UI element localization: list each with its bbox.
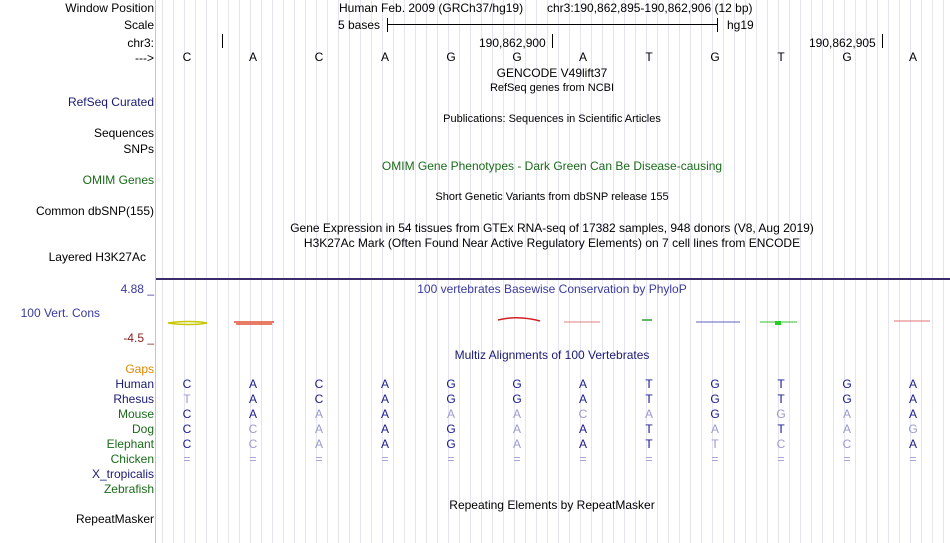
alignment-base: G [842, 392, 852, 406]
refseq-track-label[interactable]: RefSeq Curated [67, 95, 154, 109]
alignment-base: = [249, 452, 257, 466]
alignment-base: = [645, 452, 653, 466]
alignment-base: A [512, 407, 521, 421]
alignment-base: = [909, 452, 917, 466]
alignment-base: A [842, 407, 851, 421]
alignment-base: A [578, 392, 587, 406]
cons-track-label[interactable]: 100 Vert. Cons [20, 306, 100, 320]
alignment-base: A [380, 407, 389, 421]
alignment-base: C [842, 437, 852, 451]
alignment-base: G [710, 407, 720, 421]
species-label-rhesus: Rhesus [113, 392, 154, 406]
alignment-base: = [513, 452, 521, 466]
alignment-base: A [908, 392, 917, 406]
alignment-base: = [579, 452, 587, 466]
refseq-track-title[interactable]: RefSeq genes from NCBI [489, 82, 615, 94]
multiz-track-title[interactable]: Multiz Alignments of 100 Vertebrates [454, 348, 650, 362]
alignment-base: G [512, 392, 522, 406]
alignment-base: T [183, 392, 191, 406]
snps-track-label[interactable]: SNPs [123, 142, 154, 156]
alignment-base: = [777, 452, 785, 466]
species-label-mouse: Mouse [117, 407, 154, 421]
alignment-base: G [842, 377, 852, 391]
alignment-base: T [645, 437, 653, 451]
alignment-base: A [380, 437, 389, 451]
alignment-base: = [447, 452, 455, 466]
alignment-base: C [578, 407, 588, 421]
omim-track-label[interactable]: OMIM Genes [82, 173, 154, 187]
reference-base: A [380, 50, 389, 64]
h3k27-track-title[interactable]: H3K27Ac Mark (Often Found Near Active Regulatory Elements) on 7 cell lines from ENCODE [303, 236, 801, 250]
alignment-base: A [578, 422, 587, 436]
alignment-base: A [710, 422, 719, 436]
reference-base: G [446, 50, 456, 64]
ruler-coord-1: 190,862,900 [479, 36, 546, 50]
window-position-label: Window Position [65, 1, 154, 15]
alignment-base: G [710, 392, 720, 406]
alignment-base: A [908, 377, 917, 391]
gtex-track-title[interactable]: Gene Expression in 54 tissues from GTEx RNA-seq of 17382 samples, 948 donors (V8, Aug 2019) [290, 221, 814, 235]
sequences-track-label[interactable]: Sequences [93, 126, 154, 140]
gaps-label: Gaps [125, 362, 154, 376]
alignment-base: A [248, 392, 257, 406]
alignment-base: A [380, 392, 389, 406]
assembly-title: Human Feb. 2009 (GRCh37/hg19) [339, 1, 524, 15]
gencode-track-title[interactable]: GENCODE V49lift37 [496, 66, 608, 80]
alignment-base: A [314, 422, 323, 436]
species-label-dog: Dog [131, 422, 154, 436]
repeatmasker-track-label[interactable]: RepeatMasker [75, 512, 154, 526]
alignment-base: = [711, 452, 719, 466]
alignment-base: A [248, 407, 257, 421]
cons-mark-3 [498, 318, 540, 321]
alignment-base: G [908, 422, 918, 436]
phylop-track-title[interactable]: 100 vertebrates Basewise Conservation by PhyloP [417, 282, 687, 296]
strand-label[interactable]: ---> [135, 51, 154, 65]
alignment-base: = [315, 452, 323, 466]
omim-track-title[interactable]: OMIM Gene Phenotypes - Dark Green Can Be Disease-causing [381, 159, 723, 173]
reference-base: C [314, 50, 324, 64]
cons-min-label: -4.5 _ [123, 331, 154, 345]
species-label-chicken: Chicken [110, 452, 154, 466]
alignment-base: A [578, 437, 587, 451]
cons-max-label: 4.88 _ [120, 282, 154, 296]
reference-base: C [182, 50, 192, 64]
alignment-base: C [776, 437, 786, 451]
alignment-base: A [842, 422, 851, 436]
alignment-base: G [512, 377, 522, 391]
alignment-base: C [314, 377, 324, 391]
alignment-base: T [645, 422, 653, 436]
alignment-base: G [446, 377, 456, 391]
alignment-base: G [446, 392, 456, 406]
alignment-base: A [512, 437, 521, 451]
species-label-elephant: Elephant [106, 437, 154, 451]
scale-label: Scale [123, 18, 154, 32]
reference-base: G [842, 50, 852, 64]
h3k27-track-label[interactable]: Layered H3K27Ac [48, 250, 146, 264]
reference-base: T [645, 50, 653, 64]
alignment-base: = [381, 452, 389, 466]
species-label-human: Human [115, 377, 154, 391]
alignment-base: A [248, 377, 257, 391]
chr-label: chr3: [127, 36, 154, 50]
alignment-base: = [183, 452, 191, 466]
alignment-base: A [380, 377, 389, 391]
alignment-base: C [248, 422, 258, 436]
pubs-track-title[interactable]: Publications: Sequences in Scientific Articles [443, 113, 661, 125]
reference-base: A [908, 50, 917, 64]
alignment-base: A [908, 437, 917, 451]
repeat-track-title[interactable]: Repeating Elements by RepeatMasker [449, 498, 655, 512]
cons-mark-2 [234, 322, 274, 324]
alignment-base: G [710, 377, 720, 391]
alignment-base: A [314, 437, 323, 451]
position-readout: chr3:190,862,895-190,862,906 (12 bp) [547, 1, 753, 15]
dbsnp-track-title[interactable]: Short Genetic Variants from dbSNP release 155 [435, 191, 669, 203]
alignment-base: A [380, 422, 389, 436]
alignment-base: A [446, 407, 455, 421]
alignment-base: C [248, 437, 258, 451]
alignment-base: A [314, 407, 323, 421]
alignment-base: A [578, 377, 587, 391]
species-label-zebrafish: Zebrafish [103, 482, 154, 496]
reference-base: G [710, 50, 720, 64]
alignment-base: G [446, 422, 456, 436]
alignment-base: C [182, 407, 192, 421]
species-label-x_tropicalis: X_tropicalis [91, 467, 154, 481]
alignment-base: T [777, 392, 785, 406]
alignment-base: T [645, 392, 653, 406]
alignment-base: T [711, 437, 719, 451]
cons-mark-1 [168, 322, 207, 325]
alignment-base: G [776, 407, 786, 421]
reference-base: A [248, 50, 257, 64]
scale-bar-text: 5 bases [338, 18, 381, 32]
alignment-base: A [908, 407, 917, 421]
alignment-base: T [777, 422, 785, 436]
alignment-base: G [446, 437, 456, 451]
alignment-base: C [182, 377, 192, 391]
alignment-base: C [182, 437, 192, 451]
scale-db-label: hg19 [727, 18, 754, 32]
alignment-base: C [314, 392, 324, 406]
cons-mark-8 [775, 321, 781, 325]
reference-base: T [777, 50, 785, 64]
alignment-base: A [644, 407, 653, 421]
alignment-base: = [843, 452, 851, 466]
alignment-base: C [182, 422, 192, 436]
reference-base: G [512, 50, 522, 64]
ruler-coord-2: 190,862,905 [809, 36, 876, 50]
alignment-base: T [777, 377, 785, 391]
reference-base: A [578, 50, 587, 64]
alignment-base: A [512, 422, 521, 436]
alignment-base: T [645, 377, 653, 391]
dbsnp-track-label[interactable]: Common dbSNP(155) [35, 204, 154, 218]
